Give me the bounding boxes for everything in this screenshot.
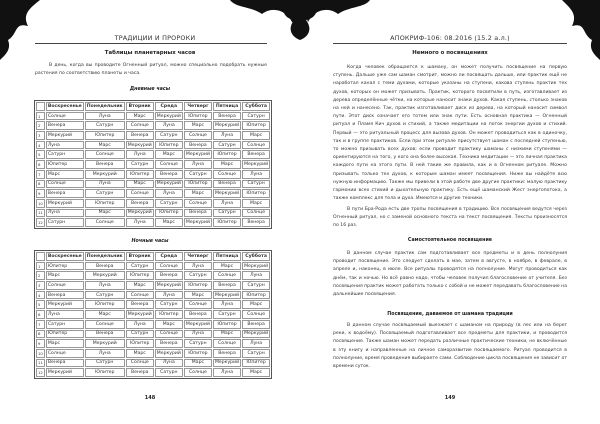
- table-cell: Меркурий: [46, 300, 84, 309]
- table-row: [36, 330, 270, 339]
- table-cell: Луна: [184, 330, 212, 339]
- table-cell: Солнце: [46, 180, 84, 189]
- table-cell: Луна: [126, 218, 154, 227]
- table-cell: Марс: [213, 262, 241, 271]
- table-cell: Юпитер: [184, 180, 212, 189]
- table-cell: Меркурий: [214, 191, 240, 197]
- table-cell: Юпитер: [85, 199, 125, 208]
- column-header: [36, 252, 45, 261]
- table-cell: Сатурн: [126, 330, 154, 339]
- table-cell: Меркурий: [127, 210, 152, 216]
- hour-number: 1: [36, 112, 45, 121]
- table-row: [36, 189, 270, 198]
- table-cell: Солнце: [155, 160, 183, 169]
- column-header: Пятница: [213, 252, 241, 261]
- hour-number: 10: [38, 350, 43, 356]
- table-cell: Венера: [184, 209, 212, 218]
- page-number: 149: [444, 395, 456, 401]
- table-cell: Меркурий: [214, 360, 240, 366]
- table-row: [36, 291, 270, 300]
- hour-number: 12: [38, 370, 43, 376]
- table-cell: Юпитер: [85, 368, 125, 377]
- table-cell: Солнце: [46, 281, 84, 290]
- table-cell: Луна: [155, 189, 183, 198]
- table-cell: Луна: [213, 368, 241, 377]
- table-cell: Солнце: [85, 218, 125, 227]
- column-header: Понедельник: [86, 253, 123, 259]
- table-cell: Марс: [242, 300, 270, 309]
- table-cell: Меркурий: [185, 220, 210, 226]
- column-header: Воскресенье: [47, 253, 82, 259]
- column-header: [36, 102, 45, 111]
- table-cell: Венера: [184, 141, 212, 150]
- table-cell: Меркурий: [156, 113, 181, 119]
- table-cell: Марс: [242, 131, 270, 140]
- table-cell: Юпитер: [126, 271, 154, 280]
- table-row: [36, 339, 270, 348]
- table-cell: Марс: [155, 150, 183, 159]
- table-cell: Луна: [85, 112, 125, 121]
- table-row: [36, 121, 270, 130]
- table-cell: Венера: [46, 359, 84, 368]
- table-cell: Луна: [242, 271, 270, 280]
- table-row: [36, 300, 270, 309]
- table-cell: Сатурн: [242, 349, 270, 358]
- table-cell: Марс: [46, 339, 84, 348]
- table-cell: Сатурн: [184, 170, 212, 179]
- paragraph: Когда человек обращается к шаману, он может получить посвящение на первую ступень. Дальше уже сам шаман смотрит, можно ли посвящать дальше, или практик ещё не наработал канал с теми духами, которые указаны на ступени, какова ступень практик тех духов, которых он может призывать. Практик, которого посвятили в путь, изготавливает из дерева определённые чётки, на которые наносит знаки духов. Какая ступень, столько знаков на ней и нанесено. Так, практик изготавливает диск из дерева, на который наносит символ пути. Этот диск означает его тотем или знак пути. Есть основная практика — Огненный ритуал и Пламя Кич духов и стихий, а также медитации на поток энергии духов и стихий. Первый — это ритуальный процесс для вызова духов. Он может проводиться как в одиночку, так и в группе практиков. Если при этом ритуале присутствует шаман с последней ступенью, то можно призывать всех духов; если проводит практику шаманы с низкими ступенями — ориентируются на того, у кого она более высокая. Техника медитации — это личная практика каждого пути на этого пути. В ней такие же правила, как и в Огненном ритуале. Можно призывать только тех духов, к которым шаман имеет посвящения. Ниже вы найдёте всю нужную информацию. Также мы привели в этой работе две другие практики: малую практику гармонии всех стихий и дыхательную практику. Есть ещё шаманский Жест энергопотока, а также комплекс для тела и духа. Имеются и другие техники.: [333, 65, 567, 202]
- table-cell: Сатурн: [213, 141, 241, 150]
- day-hours-table: [34, 100, 272, 229]
- table-cell: Сатурн: [85, 359, 125, 368]
- table-cell: Луна: [184, 160, 212, 169]
- table-cell: Венера: [46, 291, 84, 300]
- table-cell: Юпитер: [46, 262, 84, 271]
- table-cell: Солнце: [242, 310, 270, 319]
- table-cell: Марс: [184, 189, 212, 198]
- table-cell: Меркурий: [244, 331, 269, 337]
- table-cell: Луна: [126, 320, 154, 329]
- table-row: [36, 150, 270, 159]
- table-cell: Солнце: [213, 339, 241, 348]
- table-cell: Солнце: [46, 112, 84, 121]
- table-cell: Венера: [85, 330, 125, 339]
- hour-number: 8: [36, 180, 45, 189]
- table-cell: Юпитер: [184, 112, 212, 121]
- table-cell: Луна: [155, 121, 183, 130]
- table-cell: Сатурн: [184, 271, 212, 280]
- column-header: Вторник: [126, 252, 154, 261]
- table-cell: Марс: [126, 180, 154, 189]
- table-cell: Венера: [126, 199, 154, 208]
- table-cell: Сатурн: [184, 339, 212, 348]
- table-row: [36, 271, 270, 280]
- table-cell: Сатурн: [85, 189, 125, 198]
- table-cell: Венера: [126, 131, 154, 140]
- hour-number: 6: [36, 160, 45, 169]
- column-header: Пятница: [213, 102, 241, 111]
- table-cell: Юпитер: [155, 141, 183, 150]
- table-cell: Сатурн: [85, 291, 125, 300]
- table-cell: Венера: [242, 218, 270, 227]
- table-cell: Луна: [85, 180, 125, 189]
- table-cell: Юпитер: [213, 218, 241, 227]
- column-header: Вторник: [126, 102, 154, 111]
- table-cell: Луна: [85, 349, 125, 358]
- table-cell: Марс: [242, 199, 270, 208]
- page-number: 148: [144, 395, 156, 401]
- table-cell: Венера: [85, 262, 125, 271]
- column-header: Суббота: [242, 102, 270, 111]
- hour-number: 5: [36, 150, 45, 159]
- hour-number: 4: [36, 141, 45, 150]
- table-cell: Марс: [126, 281, 154, 290]
- table-cell: Меркурий: [46, 368, 84, 377]
- table-cell: Юпитер: [184, 281, 212, 290]
- column-header: Среда: [155, 102, 183, 111]
- table-cell: Венера: [155, 170, 183, 179]
- table-cell: Юпитер: [242, 189, 270, 198]
- table-cell: Меркурий: [214, 292, 240, 298]
- table-cell: Венера: [213, 180, 241, 189]
- table-row: [36, 170, 270, 179]
- hour-number: 8: [36, 330, 45, 339]
- hour-number: 9: [36, 339, 45, 348]
- table-cell: Меркурий: [127, 311, 152, 317]
- table-cell: Луна: [85, 281, 125, 290]
- table-cell: Венера: [242, 150, 270, 159]
- header-rule: [35, 43, 267, 44]
- night-hours-caption: Ночные часы: [131, 239, 169, 244]
- table-cell: Марс: [155, 320, 183, 329]
- table-cell: Юпитер: [242, 359, 270, 368]
- table-row: [36, 218, 270, 227]
- table-cell: Юпитер: [155, 209, 183, 218]
- table-cell: Меркурий: [185, 152, 210, 158]
- table-cell: Венера: [155, 271, 183, 280]
- subsection-title: Посвящение, даваемое от шамана традиции: [387, 312, 513, 317]
- hour-number: 11: [38, 360, 43, 366]
- table-cell: Солнце: [184, 368, 212, 377]
- table-cell: Луна: [46, 310, 84, 319]
- table-cell: Юпитер: [46, 160, 84, 169]
- table-cell: Юпитер: [85, 131, 125, 140]
- table-cell: Юпитер: [85, 300, 125, 309]
- table-cell: Венера: [213, 281, 241, 290]
- hour-number: 6: [36, 310, 45, 319]
- column-header: Четверг: [184, 102, 212, 111]
- table-cell: Луна: [126, 150, 154, 159]
- table-cell: Сатурн: [242, 180, 270, 189]
- hour-number: 10: [38, 200, 43, 206]
- table-cell: Луна: [242, 339, 270, 348]
- table-cell: Марс: [184, 359, 212, 368]
- table-cell: Марс: [85, 209, 125, 218]
- table-cell: Солнце: [242, 209, 270, 218]
- table-cell: Меркурий: [185, 321, 210, 327]
- table-cell: Марс: [126, 349, 154, 358]
- hour-number: 12: [38, 220, 43, 226]
- table-cell: Солнце: [184, 199, 212, 208]
- table-cell: Марс: [184, 121, 212, 130]
- table-cell: Луна: [46, 209, 84, 218]
- table-cell: Луна: [184, 262, 212, 271]
- running-head: ТРАДИЦИИ И ПРОРОКИ: [114, 34, 196, 42]
- table-cell: Сатурн: [155, 131, 183, 140]
- column-header: Четверг: [184, 252, 212, 261]
- table-cell: Марс: [184, 291, 212, 300]
- hour-number: 11: [38, 210, 43, 216]
- table-cell: Венера: [85, 160, 125, 169]
- column-header: Суббота: [242, 252, 270, 261]
- hour-number: 4: [36, 291, 45, 300]
- table-cell: Солнце: [155, 262, 183, 271]
- table-cell: Солнце: [126, 291, 154, 300]
- table-cell: Юпитер: [155, 310, 183, 319]
- table-cell: Луна: [213, 199, 241, 208]
- hour-number: 5: [36, 300, 45, 309]
- table-cell: Марс: [155, 218, 183, 227]
- section-title: Таблицы планетарных часов: [104, 50, 196, 56]
- table-cell: Марс: [213, 160, 241, 169]
- table-row: [36, 310, 270, 319]
- table-cell: Марс: [46, 170, 84, 179]
- table-cell: Юпитер: [126, 339, 154, 348]
- table-cell: Венера: [126, 368, 154, 377]
- table-cell: Венера: [126, 300, 154, 309]
- table-cell: Меркурий: [85, 271, 125, 280]
- table-cell: Солнце: [213, 170, 241, 179]
- table-row: [36, 209, 270, 218]
- table-cell: Сатурн: [155, 199, 183, 208]
- right-page: [300, 0, 600, 424]
- table-cell: Солнце: [213, 271, 241, 280]
- table-cell: Луна: [155, 291, 183, 300]
- table-cell: Венера: [46, 189, 84, 198]
- table-cell: Юпитер: [126, 170, 154, 179]
- table-row: [36, 349, 270, 358]
- table-cell: Венера: [213, 112, 241, 121]
- table-cell: Луна: [46, 141, 84, 150]
- table-cell: Луна: [213, 131, 241, 140]
- table-cell: Сатурн: [85, 121, 125, 130]
- table-cell: Марс: [85, 310, 125, 319]
- table-cell: Сатурн: [126, 262, 154, 271]
- column-header: Понедельник: [86, 103, 123, 109]
- table-cell: Солнце: [85, 320, 125, 329]
- paragraph: В пути Бра-Рода есть две тропы посвящения в традицию. Все посвящения ведутся через Огненный ритуал, но с заменой основного текста на текст посвящения. Тексты произносятся по 16 раз.: [333, 207, 567, 229]
- table-cell: Сатурн: [242, 281, 270, 290]
- table-cell: Меркурий: [244, 161, 269, 167]
- table-cell: Юпитер: [184, 349, 212, 358]
- hour-number: 3: [36, 131, 45, 140]
- table-cell: Меркурий: [85, 339, 125, 348]
- table-cell: Солнце: [126, 189, 154, 198]
- table-cell: Сатурн: [126, 160, 154, 169]
- table-cell: Венера: [213, 349, 241, 358]
- table-cell: Сатурн: [242, 112, 270, 121]
- table-row: [36, 320, 270, 329]
- table-cell: Солнце: [126, 359, 154, 368]
- table-cell: Венера: [155, 339, 183, 348]
- table-cell: Меркурий: [46, 131, 84, 140]
- table-cell: Марс: [46, 271, 84, 280]
- table-cell: Сатурн: [46, 218, 84, 227]
- table-cell: Меркурий: [46, 199, 84, 208]
- table-cell: Марс: [213, 330, 241, 339]
- table-row: [36, 262, 270, 271]
- table-cell: Меркурий: [156, 282, 181, 288]
- hour-number: 3: [36, 281, 45, 290]
- table-cell: Сатурн: [155, 300, 183, 309]
- table-cell: Меркурий: [156, 350, 181, 356]
- table-cell: Венера: [46, 121, 84, 130]
- table-cell: Солнце: [155, 330, 183, 339]
- table-cell: Сатурн: [213, 209, 241, 218]
- night-hours-table: [34, 250, 272, 379]
- table-cell: Меркурий: [127, 142, 152, 148]
- hour-number: 2: [36, 121, 45, 130]
- table-cell: Марс: [85, 141, 125, 150]
- table-cell: Меркурий: [156, 181, 181, 187]
- table-cell: Солнце: [184, 300, 212, 309]
- table-cell: Сатурн: [155, 368, 183, 377]
- column-header: Среда: [155, 252, 183, 261]
- table-cell: Сатурн: [46, 150, 84, 159]
- table-cell: Сатурн: [46, 320, 84, 329]
- table-cell: Юпитер: [242, 121, 270, 130]
- table-row: [36, 160, 270, 169]
- table-row: [36, 281, 270, 290]
- intro-paragraph: В день, когда вы проводите Огненный ритуал, можно специально подобрать нужные растения по соответствию планеты и часа.: [35, 63, 267, 77]
- table-cell: Марс: [242, 368, 270, 377]
- table-cell: Венера: [184, 310, 212, 319]
- table-row: [36, 131, 270, 140]
- table-cell: Меркурий: [85, 170, 125, 179]
- table-row: [36, 368, 270, 377]
- table-cell: Солнце: [242, 141, 270, 150]
- table-cell: Солнце: [46, 349, 84, 358]
- table-cell: Меркурий: [244, 263, 269, 269]
- column-header: Воскресенье: [47, 103, 82, 109]
- table-cell: Солнце: [126, 121, 154, 130]
- table-row: [36, 112, 270, 121]
- table-cell: Юпитер: [46, 330, 84, 339]
- hour-number: 7: [36, 320, 45, 329]
- table-cell: Солнце: [85, 150, 125, 159]
- table-cell: Меркурий: [214, 123, 240, 129]
- table-cell: Марс: [126, 112, 154, 121]
- table-row: [36, 141, 270, 150]
- table-cell: Юпитер: [242, 291, 270, 300]
- table-cell: Солнце: [184, 131, 212, 140]
- hour-number: 2: [36, 271, 45, 280]
- hour-number: 1: [36, 262, 45, 271]
- section-title: Немного о посвящениях: [412, 50, 488, 56]
- table-cell: Юпитер: [213, 150, 241, 159]
- header-rule: [333, 43, 567, 44]
- paragraph: В данном случае практик сам подготавливает все предметы и в день полнолуния проводит посвящение. Это следует сделать в мае, затем в августе, в ноябре, в феврале, в апреле и, наконец, в июле. Все ритуалы проводятся на полнолуние. Могут проводиться как днём, так и ночью. Но всё равно надо, чтобы человек получил благословение от учителя. Без посвящения практик может работать только с собой и не может передавать благословение на дальнейшие посвящения.: [333, 251, 568, 298]
- day-hours-caption: Дневные часы: [129, 87, 171, 92]
- running-head: АПОКРИФ-106: 08.2016 (15.2 а.л.): [390, 34, 510, 42]
- paragraph: В данном случае посвящаемый выезжает с шаманом на природу (в лес или на берег реки, к водоёму). Посвящаемый подготавливает все предметы для практики, и проводится посвящение. Также шаман может передать различные практические техники, не включённые в эту книгу и направленные на личное саморазвитие посвящаемого. Ритуал проводится в полнолуние, время проведения выбираете сами. Соблюдение цикла посвящения не зависит от времени суток.: [333, 323, 567, 370]
- table-cell: Луна: [242, 170, 270, 179]
- hour-number: 7: [36, 170, 45, 179]
- table-cell: Луна: [213, 300, 241, 309]
- table-row: [36, 359, 270, 368]
- header-row: [36, 102, 270, 111]
- table-cell: Венера: [242, 320, 270, 329]
- table-row: [36, 199, 270, 208]
- hour-number: 9: [36, 189, 45, 198]
- table-cell: Юпитер: [213, 320, 241, 329]
- table-cell: Луна: [155, 359, 183, 368]
- table-row: [36, 180, 270, 189]
- header-row: [36, 252, 270, 261]
- table-cell: Сатурн: [213, 310, 241, 319]
- subsection-title: Самостоятельное посвящение: [407, 238, 493, 243]
